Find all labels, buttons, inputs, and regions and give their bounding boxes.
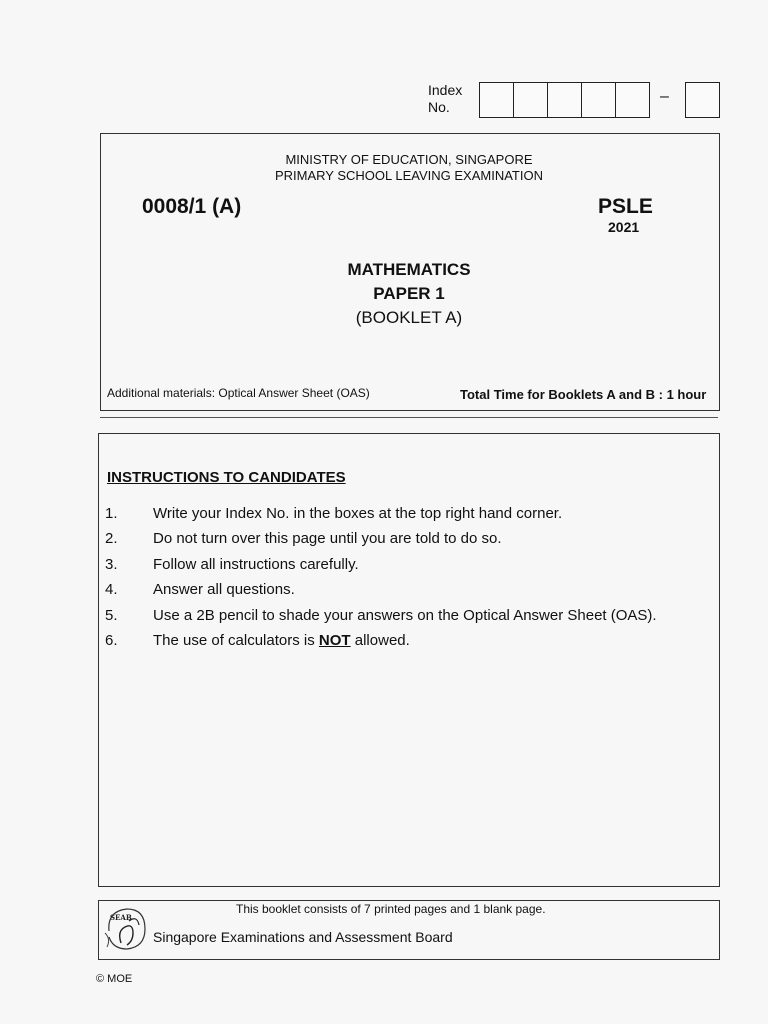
board-name: Singapore Examinations and Assessment Board (153, 929, 453, 945)
svg-text:SEAB: SEAB (110, 913, 132, 922)
paper-code: 0008/1 (A) (142, 195, 242, 218)
subject-title: MATHEMATICS (347, 260, 471, 279)
index-class-box[interactable] (685, 82, 720, 118)
index-digit-box[interactable] (547, 82, 582, 118)
instruction-item: 1. Write your Index No. in the boxes at the top right hand corner. (105, 505, 563, 522)
additional-materials: Additional materials: Optical Answer Sheet (OAS) (107, 386, 370, 400)
index-dash: – (660, 88, 669, 105)
emphasis-not: NOT (318, 631, 351, 649)
pages-note: This booklet consists of 7 printed pages and 1 blank page. (236, 902, 546, 916)
exam-short-name: PSLE (598, 195, 653, 218)
copyright: © MOE (96, 973, 133, 985)
index-digit-box[interactable] (479, 82, 514, 118)
header-divider (100, 417, 718, 418)
instruction-item: 6. The use of calculators is NOT allowed. (105, 631, 410, 649)
index-number-boxes[interactable] (480, 82, 650, 118)
booklet-title: (BOOKLET A) (355, 308, 463, 327)
seab-logo (103, 903, 149, 953)
index-digit-box[interactable] (513, 82, 548, 118)
instructions-heading: INSTRUCTIONS TO CANDIDATES (107, 469, 346, 486)
instruction-item: 4. Answer all questions. (105, 581, 295, 599)
index-digit-box[interactable] (615, 82, 650, 118)
total-time: Total Time for Booklets A and B : 1 hour (460, 387, 707, 402)
index-digit-box[interactable] (581, 82, 616, 118)
instructions-list (105, 501, 657, 653)
ministry-heading: MINISTRY OF EDUCATION, SINGAPORE PRIMARY SCHOOL LEAVING EXAMINATION (274, 152, 543, 183)
instruction-item: 3. Follow all instructions carefully. (105, 555, 359, 573)
paper-title: PAPER 1 (373, 284, 445, 303)
index-number-label: Index No. (428, 82, 463, 115)
instruction-item: 5. Use a 2B pencil to shade your answers on the Optical Answer Sheet (OAS). (105, 606, 657, 624)
exam-year: 2021 (608, 219, 640, 235)
instruction-item: 2. Do not turn over this page until you are told to do so. (105, 530, 502, 548)
